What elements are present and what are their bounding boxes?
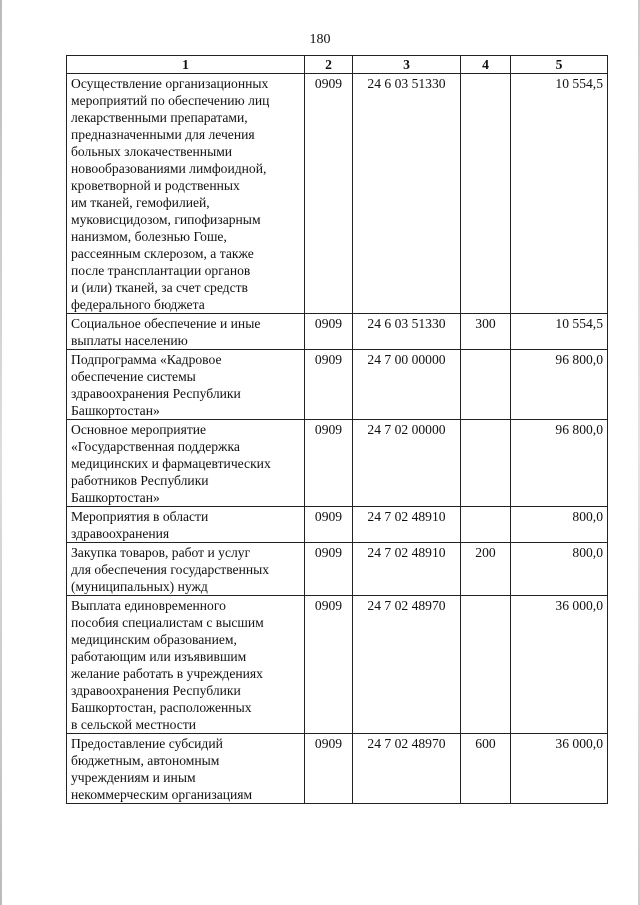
row-expense-type: 600 [461, 734, 511, 804]
row-section-code: 0909 [305, 734, 353, 804]
row-target-code: 24 7 02 48970 [353, 596, 461, 734]
row-target-code: 24 7 02 00000 [353, 420, 461, 507]
table-row [67, 350, 608, 420]
table-row [67, 543, 608, 596]
row-name: Осуществление организационных мероприятий по обеспечению лиц лекарственными препаратами, предназначенными для лечения больных злокачественными новообразованиями лимфоидной, кроветворной и родственных им тканей, гемофилией, муковисцидозом, гипофизарным нанизмом, болезнью Гоше, рассеянным склерозом, а также после трансплантации органов и (или) тканей, за счет средств федерального бюджета [67, 74, 305, 314]
row-name: Мероприятия в области здравоохранения [67, 507, 305, 543]
row-target-code: 24 7 02 48910 [353, 543, 461, 596]
row-name: Социальное обеспечение и иные выплаты населению [67, 314, 305, 350]
row-name: Закупка товаров, работ и услуг для обеспечения государственных (муниципальных) нужд [67, 543, 305, 596]
row-amount: 10 554,5 [511, 74, 608, 314]
budget-table [66, 55, 608, 804]
row-target-code: 24 7 02 48910 [353, 507, 461, 543]
row-section-code: 0909 [305, 596, 353, 734]
row-amount: 36 000,0 [511, 596, 608, 734]
column-header-amount: 5 [511, 56, 608, 74]
row-amount: 10 554,5 [511, 314, 608, 350]
table-row [67, 314, 608, 350]
row-section-code: 0909 [305, 74, 353, 314]
row-target-code: 24 6 03 51330 [353, 74, 461, 314]
row-section-code: 0909 [305, 543, 353, 596]
row-expense-type [461, 350, 511, 420]
row-expense-type [461, 74, 511, 314]
table-row [67, 596, 608, 734]
row-target-code: 24 7 00 00000 [353, 350, 461, 420]
row-name: Основное мероприятие «Государственная поддержка медицинских и фармацевтических работников Республики Башкортостан» [67, 420, 305, 507]
row-amount: 800,0 [511, 507, 608, 543]
row-section-code: 0909 [305, 350, 353, 420]
row-expense-type: 200 [461, 543, 511, 596]
row-target-code: 24 7 02 48970 [353, 734, 461, 804]
column-header-target: 3 [353, 56, 461, 74]
scan-edge-left [0, 0, 2, 905]
row-expense-type: 300 [461, 314, 511, 350]
table-row [67, 420, 608, 507]
row-section-code: 0909 [305, 314, 353, 350]
table-row [67, 734, 608, 804]
row-amount: 800,0 [511, 543, 608, 596]
row-expense-type [461, 507, 511, 543]
table-row [67, 507, 608, 543]
column-header-name: 1 [67, 56, 305, 74]
page-number: 180 [309, 32, 331, 47]
row-expense-type [461, 420, 511, 507]
row-amount: 96 800,0 [511, 350, 608, 420]
row-section-code: 0909 [305, 507, 353, 543]
column-header-section: 2 [305, 56, 353, 74]
row-expense-type [461, 596, 511, 734]
table-row [67, 74, 608, 314]
row-target-code: 24 6 03 51330 [353, 314, 461, 350]
table-header-row [67, 56, 608, 74]
column-header-type: 4 [461, 56, 511, 74]
row-name: Выплата единовременного пособия специалистам с высшим медицинским образованием, работающим или изъявившим желание работать в учреждениях здравоохранения Республики Башкортостан, расположенных в сельской местности [67, 596, 305, 734]
row-amount: 36 000,0 [511, 734, 608, 804]
row-section-code: 0909 [305, 420, 353, 507]
row-name: Предоставление субсидий бюджетным, автономным учреждениям и иным некоммерческим организациям [67, 734, 305, 804]
row-amount: 96 800,0 [511, 420, 608, 507]
row-name: Подпрограмма «Кадровое обеспечение системы здравоохранения Республики Башкортостан» [67, 350, 305, 420]
